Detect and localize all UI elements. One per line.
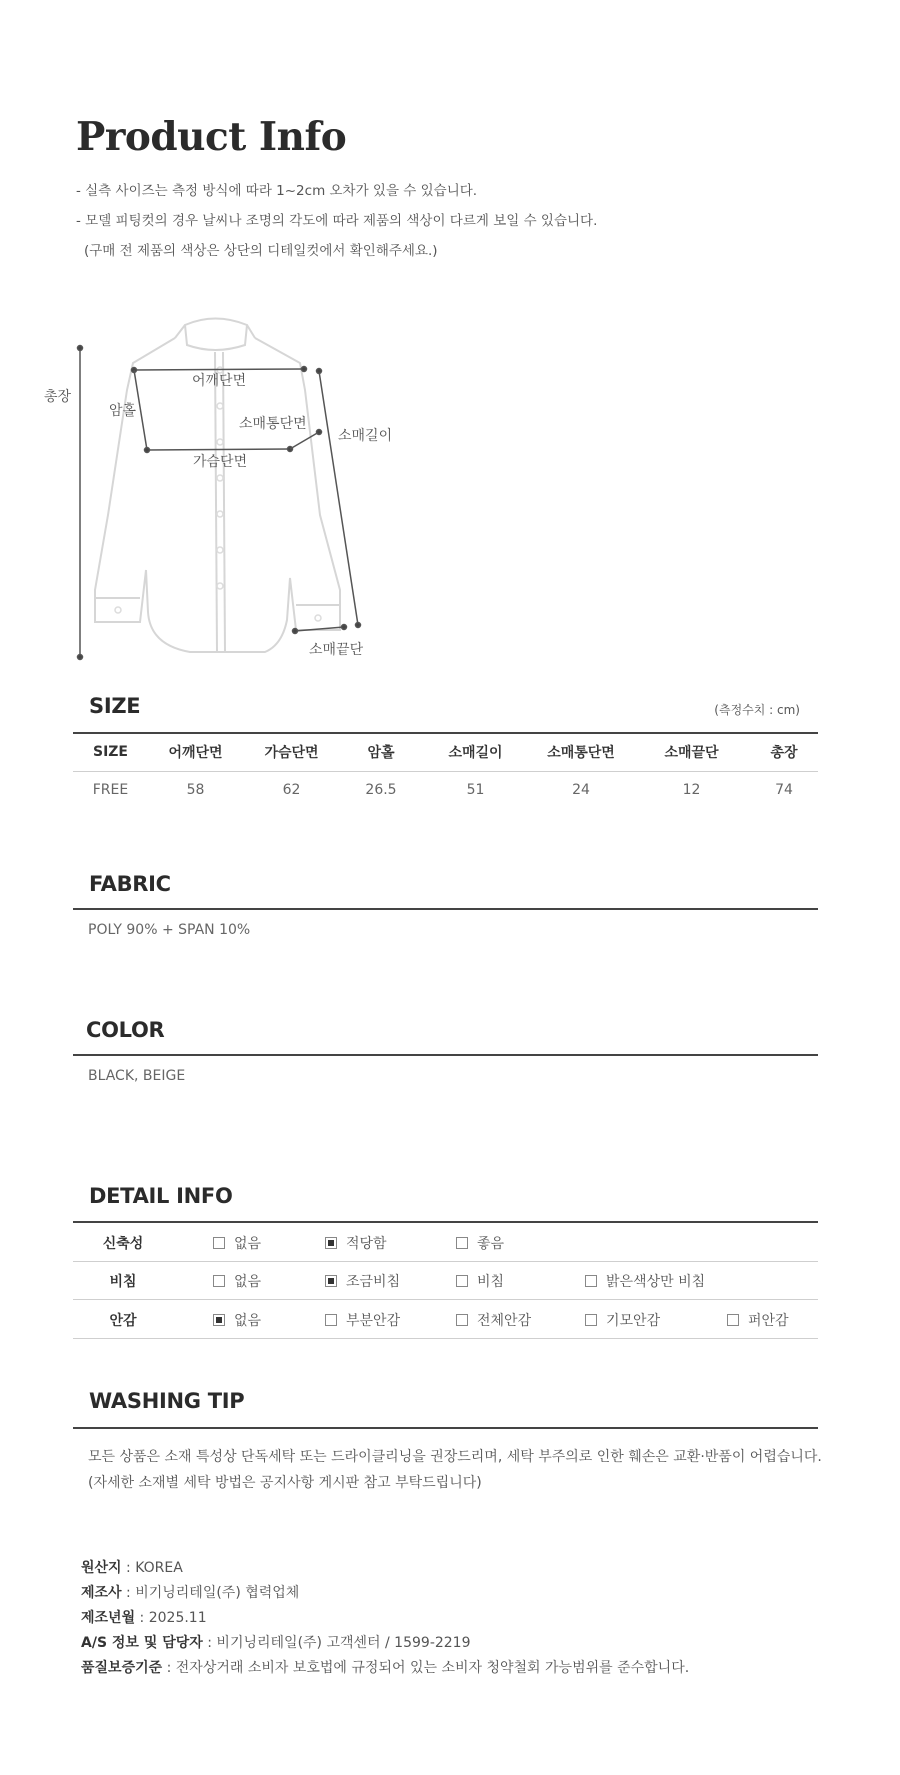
info-key: 원산지 — [81, 1560, 122, 1576]
size-header-row — [73, 733, 818, 771]
note-line: - 실측 사이즈는 측정 방식에 따라 1~2cm 오차가 있을 수 있습니다. — [76, 183, 478, 199]
notes — [76, 176, 597, 266]
detail-row-label: 비침 — [109, 1274, 137, 1290]
size-header-cell: 총장 — [750, 733, 818, 771]
label-sleeve-width: 소매통단면 — [239, 416, 307, 432]
label-armhole: 암홀 — [109, 403, 137, 419]
unit-note: (측정수치 : cm) — [714, 703, 800, 717]
fabric-section-title: FABRIC — [89, 872, 171, 896]
size-cell: 12 — [682, 782, 701, 799]
info-key: A/S 정보 및 담당자 — [81, 1635, 203, 1651]
option-slightly-sheer — [325, 1271, 400, 1291]
info-line — [81, 1606, 689, 1631]
checkbox — [585, 1275, 597, 1287]
size-cell: 62 — [282, 782, 301, 799]
checkbox — [325, 1314, 337, 1326]
option-label: 적당함 — [346, 1236, 387, 1252]
option-label: 부분안감 — [346, 1313, 401, 1329]
divider — [73, 1427, 818, 1429]
product-legal-info — [81, 1556, 689, 1681]
label-total-length: 총장 — [44, 389, 72, 405]
size-header-cell: 소매길이 — [422, 733, 529, 771]
option-none — [213, 1310, 261, 1330]
color-value: BLACK, BEIGE — [88, 1068, 186, 1084]
size-header-cell: 가슴단면 — [243, 733, 340, 771]
size-header-cell: 소매통단면 — [529, 733, 633, 771]
detail-row-label: 안감 — [109, 1313, 137, 1329]
option-label: 없음 — [234, 1313, 262, 1329]
size-cell: 24 — [572, 782, 590, 799]
option-fleece-lining — [585, 1310, 660, 1330]
divider — [73, 1338, 818, 1339]
size-header-cell: 암홀 — [340, 733, 422, 771]
info-line — [81, 1581, 689, 1606]
option-moderate — [325, 1233, 387, 1253]
option-label: 비침 — [477, 1274, 505, 1290]
option-label: 없음 — [234, 1274, 262, 1290]
size-cell: 26.5 — [365, 782, 397, 799]
fabric-value: POLY 90% + SPAN 10% — [88, 922, 251, 938]
option-label: 조금비침 — [346, 1274, 401, 1290]
option-full-lining — [456, 1310, 531, 1330]
table-row — [73, 771, 818, 809]
option-label: 기모안감 — [606, 1313, 661, 1329]
washing-line: (자세한 소재별 세탁 방법은 공지사항 게시판 참고 부탁드립니다) — [88, 1475, 482, 1491]
option-label: 전체안감 — [477, 1313, 532, 1329]
detail-section-title: DETAIL INFO — [89, 1184, 233, 1208]
color-section-title: COLOR — [86, 1018, 165, 1042]
size-section-title: SIZE — [89, 694, 141, 718]
checkbox — [213, 1237, 225, 1249]
info-line — [81, 1631, 689, 1656]
label-cuff: 소매끝단 — [309, 642, 364, 658]
washing-text — [88, 1444, 822, 1496]
detail-row-label: 신축성 — [102, 1236, 144, 1252]
size-header-cell: 어깨단면 — [148, 733, 243, 771]
detail-row-stretch — [73, 1223, 818, 1261]
size-cell: FREE — [92, 782, 129, 799]
checkbox — [727, 1314, 739, 1326]
divider — [73, 908, 818, 910]
size-header-cell: 소매끝단 — [633, 733, 750, 771]
option-good — [456, 1233, 504, 1253]
option-sheer — [456, 1271, 504, 1291]
note-line: (구매 전 제품의 색상은 상단의 디테일컷에서 확인해주세요.) — [84, 243, 438, 259]
info-value: : 비기닝리테일(주) 고객센터 / 1599-2219 — [202, 1635, 471, 1651]
option-label: 없음 — [234, 1236, 262, 1252]
checkbox-checked — [325, 1237, 337, 1249]
checkbox — [456, 1237, 468, 1249]
option-fur-lining — [727, 1310, 789, 1330]
label-sleeve-length: 소매길이 — [338, 428, 393, 444]
option-label: 퍼안감 — [748, 1313, 789, 1329]
shirt-illustration — [0, 300, 440, 670]
info-line — [81, 1656, 689, 1681]
size-cell: 51 — [466, 782, 485, 799]
option-none — [213, 1233, 261, 1253]
info-line — [81, 1556, 689, 1581]
option-none — [213, 1271, 261, 1291]
detail-row-lining — [73, 1300, 818, 1338]
option-label: 좋음 — [477, 1236, 505, 1252]
checkbox-checked — [325, 1275, 337, 1287]
info-key: 제조년월 — [81, 1610, 136, 1626]
page-title: Product Info — [76, 114, 347, 160]
checkbox-checked — [213, 1314, 225, 1326]
option-light-colors-only — [585, 1271, 705, 1291]
info-value: : KOREA — [121, 1560, 183, 1576]
info-value: : 비기닝리테일(주) 협력업체 — [121, 1585, 300, 1601]
size-header-cell: SIZE — [73, 733, 148, 771]
info-key: 품질보증기준 — [81, 1660, 163, 1676]
info-value: : 전자상거래 소비자 보호법에 규정되어 있는 소비자 청약철회 가능범위를 준수합니다. — [162, 1660, 690, 1676]
divider — [73, 1054, 818, 1056]
size-table — [73, 733, 818, 809]
checkbox — [585, 1314, 597, 1326]
label-chest: 가슴단면 — [193, 454, 248, 470]
info-value: : 2025.11 — [135, 1610, 207, 1626]
size-cell: 58 — [186, 782, 205, 799]
note-line: - 모델 피팅컷의 경우 날씨나 조명의 각도에 따라 제품의 색상이 다르게 보일 수 있습니다. — [76, 213, 598, 229]
option-partial-lining — [325, 1310, 400, 1330]
checkbox — [456, 1314, 468, 1326]
detail-row-sheerness — [73, 1261, 818, 1299]
size-cell: 74 — [775, 782, 793, 799]
checkbox — [213, 1275, 225, 1287]
info-key: 제조사 — [81, 1585, 122, 1601]
measurement-diagram — [0, 300, 440, 670]
washing-line: 모든 상품은 소재 특성상 단독세탁 또는 드라이클리닝을 권장드리며, 세탁 부주의로 인한 훼손은 교환·반품이 어렵습니다. — [88, 1449, 822, 1465]
option-label: 밝은색상만 비침 — [606, 1274, 706, 1290]
checkbox — [456, 1275, 468, 1287]
washing-section-title: WASHING TIP — [89, 1389, 245, 1413]
label-shoulder: 어깨단면 — [192, 373, 247, 389]
